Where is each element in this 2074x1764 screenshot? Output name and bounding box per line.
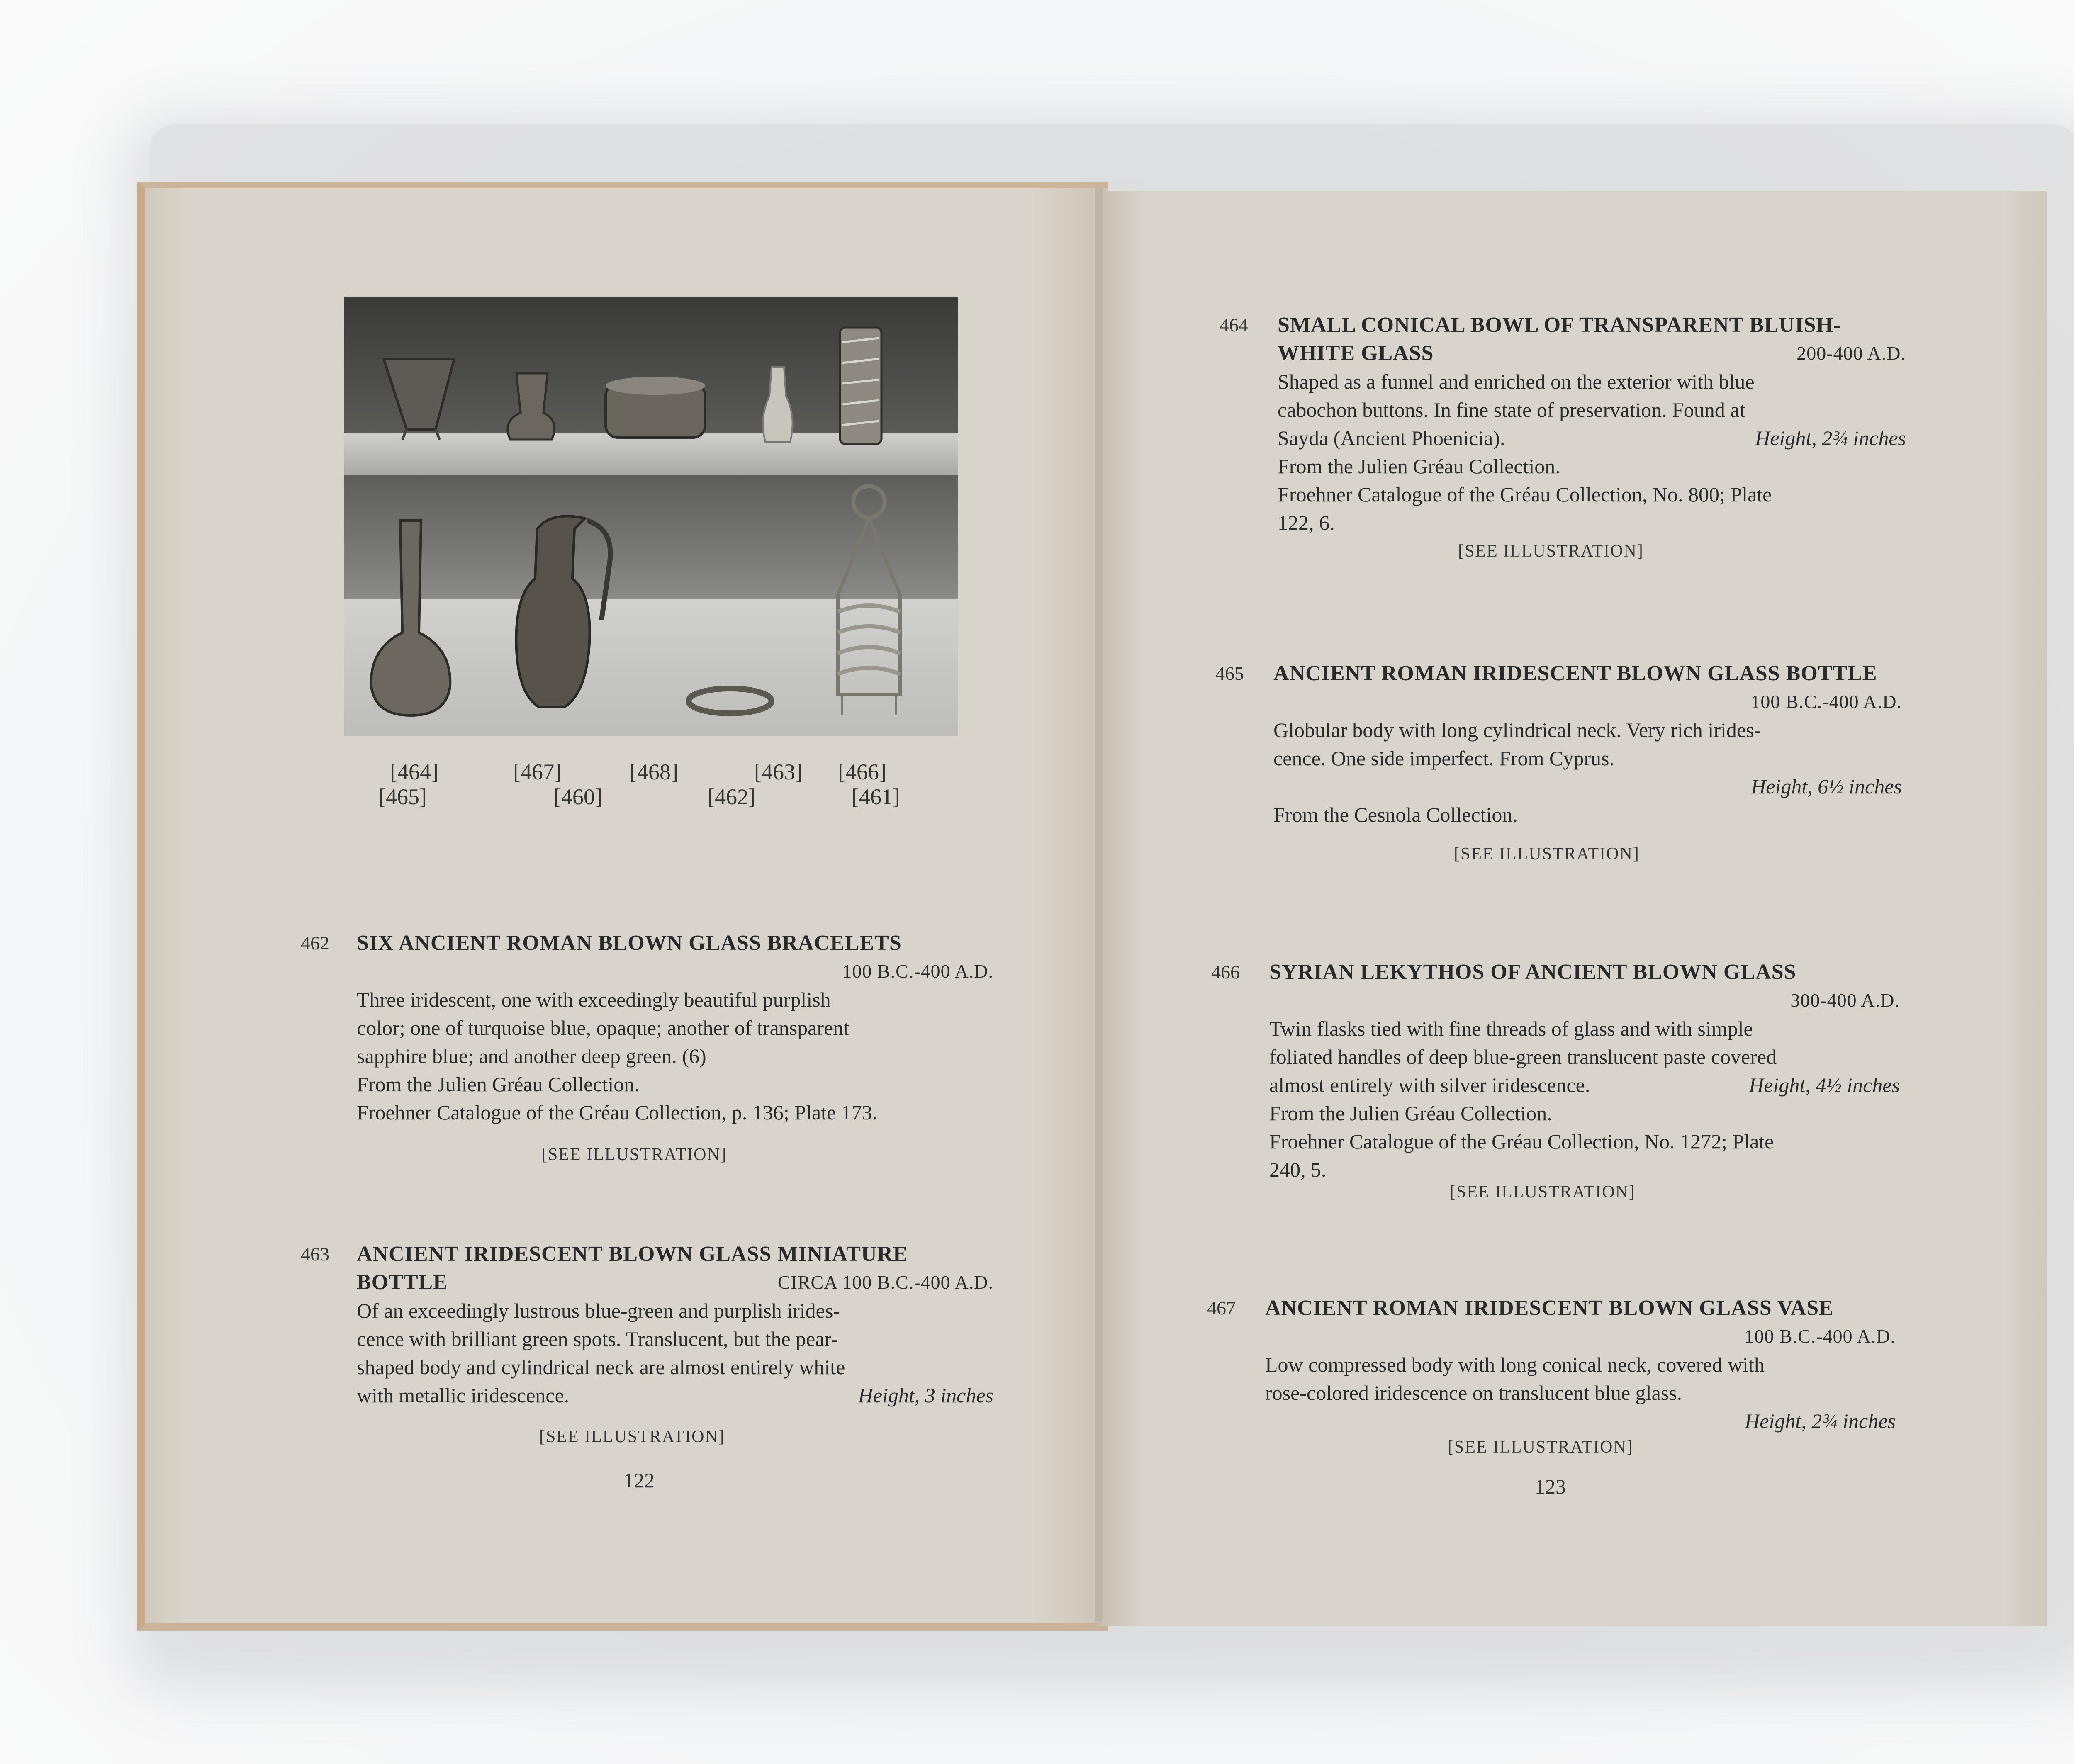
see-illustration-466: [SEE ILLUSTRATION] [1450,1182,1636,1202]
caption-461: [461] [852,784,900,809]
catalogue-entry-464 [1220,311,1906,537]
caption-463: [463] [754,759,803,784]
body-line: Globular body with long cylindrical neck. Very rich irides- [1273,718,1761,742]
catalogue-entry-463 [301,1240,993,1409]
catalogue-entry-466 [1211,958,1900,1184]
lot-number: 463 [301,1243,329,1265]
see-illustration-467: [SEE ILLUSTRATION] [1448,1438,1633,1457]
see-illustration-464: [SEE ILLUSTRATION] [1458,542,1644,561]
caption-462: [462] [707,784,756,809]
entry-date: 100 B.C.-400 A.D. [1750,691,1902,712]
lot-number: 467 [1207,1297,1236,1319]
entry-date: 200-400 A.D. [1796,343,1906,364]
caption-464: [464] [390,759,438,784]
entry-height: Height, 6½ inches [1751,775,1902,798]
body-line: Sayda (Ancient Phoenicia). [1278,426,1505,450]
body-line: cence. One side imperfect. From Cyprus. [1273,747,1614,770]
body-line: rose-colored iridescence on translucent blue glass. [1265,1381,1682,1404]
entry-height: Height, 4½ inches [1749,1073,1900,1097]
reference-line: 122, 6. [1278,511,1335,534]
entry-title-continued: WHITE GLASS [1278,341,1434,365]
caption-466: [466] [838,759,886,784]
page-number-right: 123 [1535,1475,1566,1498]
see-illustration-465: [SEE ILLUSTRATION] [1454,844,1640,864]
body-line: From the Julien Gréau Collection. [357,1073,640,1096]
body-line: Froehner Catalogue of the Gréau Collection, p. 136; Plate 173. [357,1101,878,1124]
provenance-line: From the Cesnola Collection. [1273,803,1518,826]
caption-460: [460] [554,784,602,809]
entry-title: SIX ANCIENT ROMAN BLOWN GLASS BRACELETS [357,931,902,955]
body-line: Of an exceedingly lustrous blue-green and purplish irides- [357,1299,840,1322]
entry-title: ANCIENT ROMAN IRIDESCENT BLOWN GLASS BOTTLE [1273,662,1877,685]
entry-title: SYRIAN LEKYTHOS OF ANCIENT BLOWN GLASS [1269,960,1796,984]
glass-objects-illustration [344,297,958,736]
reference-line: Froehner Catalogue of the Gréau Collection, No. 1272; Plate [1269,1130,1774,1153]
body-line: Twin flasks tied with fine threads of glass and with simple [1269,1017,1753,1040]
body-line: Shaped as a funnel and enriched on the exterior with blue [1278,370,1755,393]
entry-height: Height, 3 inches [858,1384,993,1407]
provenance-line: From the Julien Gréau Collection. [1278,455,1560,478]
entry-date: 300-400 A.D. [1790,990,1900,1011]
body-line: color; one of turquoise blue, opaque; another of transparent [357,1016,850,1039]
glass-objects-photograph [344,297,958,736]
book-gutter [1095,187,1103,1622]
caption-468: [468] [630,759,678,784]
body-line: Three iridescent, one with exceedingly beautiful purplish [357,988,831,1011]
caption-465: [465] [378,784,427,809]
catalogue-entry-462 [301,929,993,1127]
entry-title-continued: BOTTLE [357,1270,448,1294]
entry-height: Height, 2¾ inches [1745,1409,1896,1433]
see-illustration-463: [SEE ILLUSTRATION] [539,1427,725,1446]
entry-date: 100 B.C.-400 A.D. [842,961,993,982]
entry-title: SMALL CONICAL BOWL OF TRANSPARENT BLUISH- [1278,313,1841,337]
entry-date: CIRCA 100 B.C.-400 A.D. [777,1272,993,1293]
body-line: sapphire blue; and another deep green. (6) [357,1044,706,1068]
entry-title: ANCIENT IRIDESCENT BLOWN GLASS MINIATURE [357,1242,908,1266]
lot-number: 466 [1211,961,1240,983]
entry-height: Height, 2¾ inches [1755,426,1906,450]
body-line: with metallic iridescence. [357,1384,570,1407]
page-number-left: 122 [623,1469,655,1492]
caption-467: [467] [513,759,562,784]
body-line: Low compressed body with long conical neck, covered with [1265,1353,1765,1376]
reference-line: Froehner Catalogue of the Gréau Collection, No. 800; Plate [1278,483,1772,506]
see-illustration-462: [SEE ILLUSTRATION] [541,1145,727,1164]
reference-line: 240, 5. [1269,1158,1327,1181]
provenance-line: From the Julien Gréau Collection. [1269,1102,1552,1125]
catalogue-entry-467 [1207,1294,1896,1435]
entry-title: ANCIENT ROMAN IRIDESCENT BLOWN GLASS VASE [1265,1296,1834,1320]
lot-number: 465 [1215,663,1244,684]
catalogue-entry-465 [1215,659,1902,829]
entry-date: 100 B.C.-400 A.D. [1744,1326,1896,1347]
body-line: cence with brilliant green spots. Translucent, but the pear- [357,1327,838,1350]
body-line: shaped body and cylindrical neck are almost entirely white [357,1355,845,1379]
lot-number: 462 [301,932,329,954]
body-line: cabochon buttons. In fine state of preservation. Found at [1278,398,1745,421]
body-line: almost entirely with silver iridescence. [1269,1073,1590,1097]
lot-number: 464 [1220,314,1248,336]
body-line: foliated handles of deep blue-green translucent paste covered [1269,1045,1777,1068]
